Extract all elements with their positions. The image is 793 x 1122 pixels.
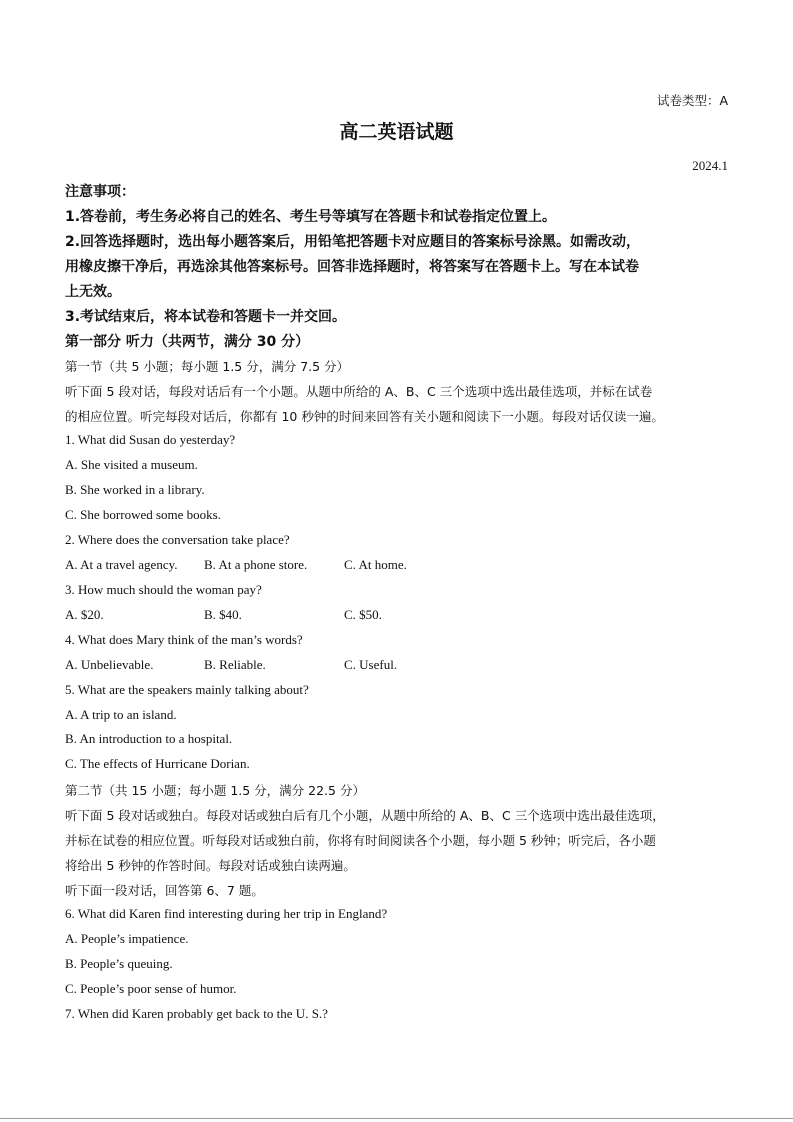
section-1-instructions-line-1: 听下面 5 段对话，每段对话后有一个小题。从题中所给的 A、B、C 三个选项中选出最佳选项，并标在试卷 [65,384,653,399]
notes-item-2-line-2: 用橡皮擦干净后，再选涂其他答案标号。回答非选择题时，将答案写在答题卡上。写在本试卷 [65,259,639,275]
page-bottom-divider [0,1118,793,1119]
question-2-option-a: A. At a travel agency. [65,557,178,572]
section-2-heading: 第二节（共 15 小题；每小题 1.5 分，满分 22.5 分） [65,783,365,798]
notes-item-2-line-1: 2.回答选择题时，选出每小题答案后，用铅笔把答题卡对应题目的答案标号涂黑。如需改动， [65,234,641,250]
paper-type-label: 试卷类型：A [656,93,728,108]
question-4-option-a: A. Unbelievable. [65,657,154,672]
section-2-instructions-line-2: 并标在试卷的相应位置。听每段对话或独白前，你将有时间阅读各个小题，每小题 5 秒钟；听完后，各小题 [65,833,656,848]
notes-item-3: 3.考试结束后，将本试卷和答题卡一并交回。 [65,309,347,325]
question-3-option-c: C. $50. [344,607,382,622]
question-6-option-b: B. People’s queuing. [65,956,173,971]
question-2-option-b: B. At a phone store. [204,557,308,572]
question-5: 5. What are the speakers mainly talking about? [65,682,309,697]
question-3-option-a: A. $20. [65,607,104,622]
page-title: 高二英语试题 [339,121,454,143]
question-1: 1. What did Susan do yesterday? [65,432,236,447]
section-2-instructions-line-3: 将给出 5 秒钟的作答时间。每段对话或独白读两遍。 [65,858,356,873]
question-3-option-b: B. $40. [204,607,242,622]
section-1-instructions-line-2: 的相应位置。听完每段对话后，你都有 10 秒钟的时间来回答有关小题和阅读下一小题。每段对话仅读一遍。 [65,409,664,424]
notes-item-1: 1.答卷前，考生务必将自己的姓名、考生号等填写在答题卡和试卷指定位置上。 [65,209,557,225]
section-1-heading: 第一节（共 5 小题；每小题 1.5 分，满分 7.5 分） [65,359,350,374]
question-4-option-c: C. Useful. [344,657,398,672]
question-1-option-c: C. She borrowed some books. [65,507,221,522]
question-6-option-a: A. People’s impatience. [65,931,189,946]
question-7: 7. When did Karen probably get back to the U. S.? [65,1006,328,1021]
question-2-option-c: C. At home. [344,557,407,572]
notes-item-2-line-3: 上无效。 [65,284,121,300]
question-1-option-b: B. She worked in a library. [65,482,205,497]
dialogue-prompt: 听下面一段对话，回答第 6、7 题。 [65,883,264,898]
section-2-instructions-line-1: 听下面 5 段对话或独白。每段对话或独白后有几个小题，从题中所给的 A、B、C 三个选项中选出最佳选项， [65,808,665,823]
question-6-option-c: C. People’s poor sense of humor. [65,981,237,996]
question-3: 3. How much should the woman pay? [65,582,262,597]
notes-heading: 注意事项： [65,184,135,200]
question-4: 4. What does Mary think of the man’s words? [65,632,303,647]
part-1-heading: 第一部分 听力（共两节，满分 30 分） [65,334,310,350]
question-6: 6. What did Karen find interesting during her trip in England? [65,906,388,921]
question-1-option-a: A. She visited a museum. [65,457,198,472]
question-5-option-a: A. A trip to an island. [65,707,177,722]
question-2: 2. Where does the conversation take place? [65,532,290,547]
question-5-option-b: B. An introduction to a hospital. [65,731,233,746]
question-5-option-c: C. The effects of Hurricane Dorian. [65,756,250,771]
question-4-option-b: B. Reliable. [204,657,266,672]
exam-date: 2024.1 [692,158,728,173]
